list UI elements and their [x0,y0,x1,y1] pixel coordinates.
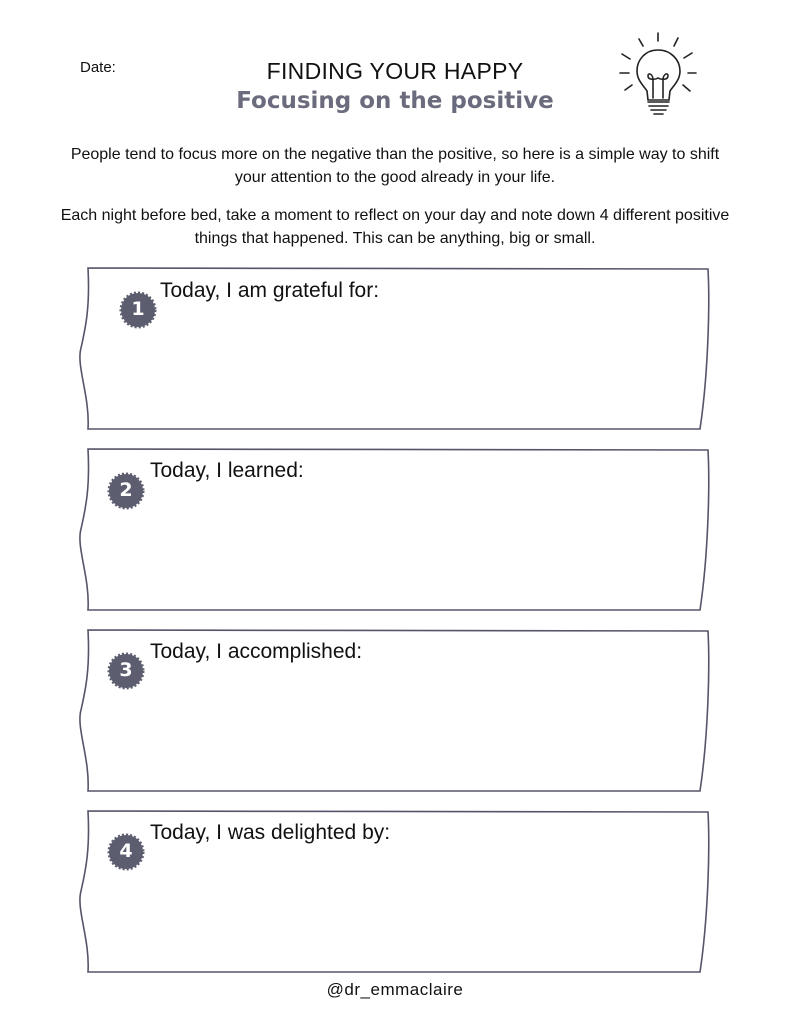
intro-paragraph-1: People tend to focus more on the negative than the positive, so here is a simple way to shift your attention to the good already in your life. [70,146,720,186]
entry-prompt: Today, I was delighted by: [150,821,391,844]
entry-box-4[interactable] [78,809,714,975]
entry-box-3[interactable] [78,628,714,794]
badge-number: 4 [119,840,133,862]
entry-prompt: Today, I learned: [150,459,304,482]
badge-number: 1 [131,298,145,320]
badge-number: 2 [119,479,133,501]
badge-number: 3 [119,659,133,681]
intro-paragraph-2: Each night before bed, take a moment to reflect on your day and note down 4 different positive things that happened. This can be anything, big or small. [60,207,730,247]
page-title: FINDING YOUR HAPPY [266,58,524,84]
page-subtitle: Focusing on the positive [236,88,554,114]
footer-handle: @dr_emmaclaire [326,980,464,999]
entry-box-1[interactable] [78,266,714,432]
lightbulb-icon [612,28,702,120]
entry-prompt: Today, I accomplished: [150,640,363,663]
entry-prompt: Today, I am grateful for: [160,279,380,302]
date-label: Date: [80,59,116,76]
entry-box-2[interactable] [78,447,714,613]
